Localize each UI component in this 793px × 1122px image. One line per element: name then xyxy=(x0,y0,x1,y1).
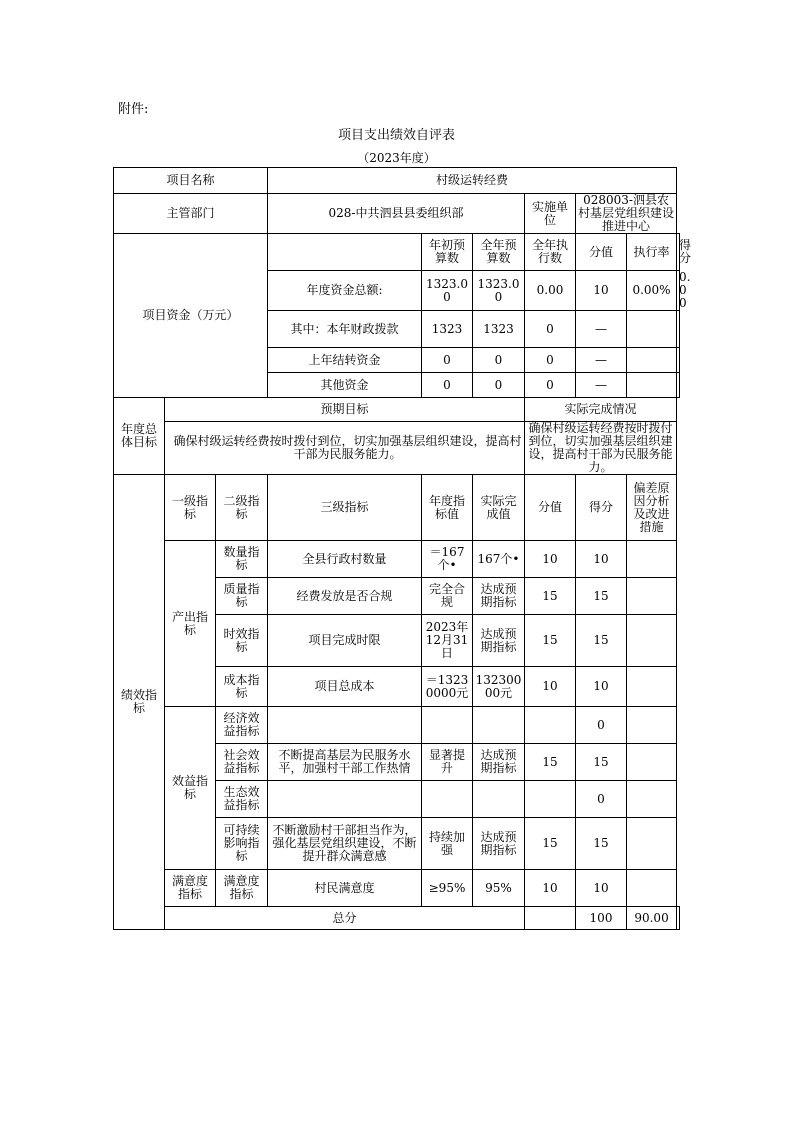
l2-indicator: 时效指标 xyxy=(216,615,268,667)
score: 10 xyxy=(576,541,627,578)
indicators-label: 绩效指标 xyxy=(114,475,165,930)
funds-cell: — xyxy=(576,348,627,373)
target-value: 2023年12月31日 xyxy=(422,615,473,667)
indicator-header: 一级指标 xyxy=(165,475,216,541)
score: 10 xyxy=(576,667,627,707)
score-value: 15 xyxy=(525,578,576,615)
actual-value: 95% xyxy=(473,870,525,907)
project-name-value: 村级运转经费 xyxy=(268,168,677,194)
funds-cell: 0 xyxy=(525,311,576,348)
funds-cell: 0 xyxy=(422,373,473,398)
deviation-note xyxy=(627,870,677,907)
l3-indicator: 不断提高基层为民服务水平，加强村干部工作热情 xyxy=(268,744,422,781)
total-note xyxy=(677,907,680,930)
actual-value: 达成预期指标 xyxy=(473,818,525,870)
deviation-note xyxy=(627,615,677,667)
total-blank xyxy=(525,907,576,930)
score: 0 xyxy=(576,707,627,744)
score-value: 10 xyxy=(525,541,576,578)
score-value: 10 xyxy=(525,870,576,907)
actual-value xyxy=(473,781,525,818)
funds-cell xyxy=(677,348,680,373)
funds-cell: 0.00 xyxy=(677,271,680,311)
funds-cell: 10 xyxy=(576,271,627,311)
deviation-note xyxy=(627,578,677,615)
l3-indicator: 经费发放是否合规 xyxy=(268,578,422,615)
actual-value: 13230000元 xyxy=(473,667,525,707)
l3-indicator xyxy=(268,781,422,818)
actual-goal-header: 实际完成情况 xyxy=(525,398,677,422)
expected-goal-header: 预期目标 xyxy=(165,398,525,422)
score: 15 xyxy=(576,744,627,781)
total-score: 90.00 xyxy=(627,907,677,930)
funds-cell: 0 xyxy=(473,348,525,373)
funds-cell: 0.00% xyxy=(627,271,677,311)
indicator-header: 年度指标值 xyxy=(422,475,473,541)
target-value: ＝167个• xyxy=(422,541,473,578)
actual-value: 达成预期指标 xyxy=(473,615,525,667)
project-name-label: 项目名称 xyxy=(114,168,268,194)
l3-indicator: 项目完成时限 xyxy=(268,615,422,667)
dept-label: 主管部门 xyxy=(114,194,268,234)
l2-indicator: 满意度指标 xyxy=(216,870,268,907)
funds-cell: 0.00 xyxy=(525,271,576,311)
unit-value: 028003-泗县农村基层党组织建设推进中心 xyxy=(576,194,677,234)
deviation-note xyxy=(627,744,677,781)
actual-value: 达成预期指标 xyxy=(473,744,525,781)
actual-value: 167个• xyxy=(473,541,525,578)
target-value: ＝13230000元 xyxy=(422,667,473,707)
funds-row-label: 上年结转资金 xyxy=(268,348,422,373)
form-title: 项目支出绩效自评表 xyxy=(337,128,455,143)
indicator-header: 分值 xyxy=(525,475,576,541)
deviation-note xyxy=(627,781,677,818)
self-evaluation-table xyxy=(113,167,692,930)
funds-header: 得分 xyxy=(677,234,680,271)
funds-row-label: 其他资金 xyxy=(268,373,422,398)
funds-cell: 0 xyxy=(473,373,525,398)
attachment-label: 附件: xyxy=(118,102,149,117)
total-label: 总分 xyxy=(165,907,525,930)
score: 0 xyxy=(576,781,627,818)
deviation-note xyxy=(627,667,677,707)
dept-value: 028-中共泗县县委组织部 xyxy=(268,194,525,234)
score-value: 15 xyxy=(525,744,576,781)
funds-cell: 0 xyxy=(525,373,576,398)
l2-indicator: 成本指标 xyxy=(216,667,268,707)
l2-indicator: 可持续影响指标 xyxy=(216,818,268,870)
funds-header: 执行率 xyxy=(627,234,677,271)
indicator-header: 三级指标 xyxy=(268,475,422,541)
indicator-header: 得分 xyxy=(576,475,627,541)
target-value: 持续加强 xyxy=(422,818,473,870)
score: 15 xyxy=(576,818,627,870)
target-value: 完全合规 xyxy=(422,578,473,615)
indicator-header: 实际完成值 xyxy=(473,475,525,541)
funds-row-label: 其中：本年财政拨款 xyxy=(268,311,422,348)
score-value: 15 xyxy=(525,818,576,870)
goals-label: 年度总体目标 xyxy=(114,398,165,475)
target-value: 显著提升 xyxy=(422,744,473,781)
deviation-note xyxy=(627,818,677,870)
l2-indicator: 生态效益指标 xyxy=(216,781,268,818)
indicator-header: 偏差原因分析及改进措施 xyxy=(627,475,677,541)
funds-header: 分值 xyxy=(576,234,627,271)
funds-cell: 1323.00 xyxy=(473,271,525,311)
satisfaction-indicator-label: 满意度指标 xyxy=(165,870,216,907)
funds-cell: 1323 xyxy=(422,311,473,348)
actual-value: 达成预期指标 xyxy=(473,578,525,615)
indicator-header: 二级指标 xyxy=(216,475,268,541)
l3-indicator: 村民满意度 xyxy=(268,870,422,907)
funds-row-label: 年度资金总额: xyxy=(268,271,422,311)
funds-cell: — xyxy=(576,373,627,398)
l2-indicator: 社会效益指标 xyxy=(216,744,268,781)
funds-cell: 0 xyxy=(525,348,576,373)
funds-cell: — xyxy=(576,311,627,348)
form-year: （2023年度） xyxy=(357,151,436,165)
funds-header: 年初预算数 xyxy=(422,234,473,271)
funds-header: 全年预算数 xyxy=(473,234,525,271)
actual-value xyxy=(473,707,525,744)
expected-goal-text: 确保村级运转经费按时拨付到位，切实加强基层组织建设，提高村干部为民服务能力。 xyxy=(165,422,525,475)
l2-indicator: 质量指标 xyxy=(216,578,268,615)
l2-indicator: 经济效益指标 xyxy=(216,707,268,744)
target-value xyxy=(422,707,473,744)
funds-cell xyxy=(627,373,677,398)
score-value: 10 xyxy=(525,667,576,707)
funds-cell: 1323.00 xyxy=(422,271,473,311)
funds-cell xyxy=(677,373,680,398)
funds-cell: 0 xyxy=(422,348,473,373)
actual-goal-text: 确保村级运转经费按时拨付到位，切实加强基层组织建设，提高村干部为民服务能力。 xyxy=(525,422,677,475)
output-indicator-label: 产出指标 xyxy=(165,541,216,707)
funds-header: 全年执行数 xyxy=(525,234,576,271)
score: 15 xyxy=(576,615,627,667)
score-value xyxy=(525,781,576,818)
target-value xyxy=(422,781,473,818)
l3-indicator: 不断激励村干部担当作为，强化基层党组织建设，不断提升群众满意感 xyxy=(268,818,422,870)
score-value xyxy=(525,707,576,744)
l3-indicator: 项目总成本 xyxy=(268,667,422,707)
benefit-indicator-label: 效益指标 xyxy=(165,707,216,870)
l3-indicator: 全县行政村数量 xyxy=(268,541,422,578)
score-value: 15 xyxy=(525,615,576,667)
score: 15 xyxy=(576,578,627,615)
l2-indicator: 数量指标 xyxy=(216,541,268,578)
score: 10 xyxy=(576,870,627,907)
funds-cell xyxy=(677,311,680,348)
funds-cell xyxy=(627,311,677,348)
funds-label: 项目资金（万元） xyxy=(114,234,268,398)
l3-indicator xyxy=(268,707,422,744)
total-score-value: 100 xyxy=(576,907,627,930)
target-value: ≥95% xyxy=(422,870,473,907)
unit-label: 实施单位 xyxy=(525,194,576,234)
deviation-note xyxy=(627,541,677,578)
funds-cell xyxy=(627,348,677,373)
funds-cell: 1323 xyxy=(473,311,525,348)
funds-header-blank xyxy=(268,234,422,271)
deviation-note xyxy=(627,707,677,744)
